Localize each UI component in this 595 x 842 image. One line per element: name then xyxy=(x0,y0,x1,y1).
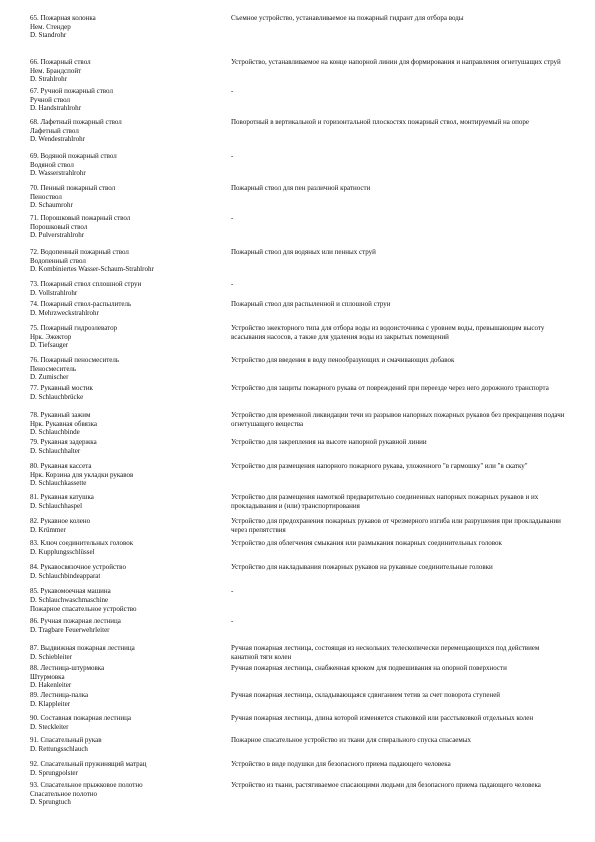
term-synonym: D. Schlauchbinde xyxy=(30,428,80,436)
term-synonym: D. Schlauchkassette xyxy=(30,479,87,487)
term-synonym: D. Schlauchbrücke xyxy=(30,392,84,401)
term-title: 87. Выдвижная пожарная лестница xyxy=(30,644,135,652)
term-synonym: Нрк. Рукавная обвязка xyxy=(30,419,98,428)
term-synonym: Нрк. Эжектор xyxy=(30,332,72,341)
entry-definition: Устройство для временной ликвидации течи из разрывов напорных пожарных рукавов без прекращения подачи огнетушащего вещества xyxy=(231,411,565,428)
entry-term xyxy=(30,58,230,84)
term-title: 88. Лестница-штурмовка xyxy=(30,664,105,672)
term-title: 78. Рукавный зажим xyxy=(30,411,91,419)
entry-definition: Устройство для закрепления на высоте напорной рукавной линии xyxy=(231,438,427,446)
term-synonym: Пеноствол xyxy=(30,192,62,201)
term-synonym: D. Pulverstrahlrohr xyxy=(30,231,85,239)
entry-definition: Устройство для накладывания пожарных рукавов на рукавные соединительные головки xyxy=(231,563,493,571)
entry-definition: Устройство из ткани, растягиваемое спасающими людьми для безопасного приема падающего человека xyxy=(231,781,541,789)
term-title: 77. Рукавный мостик xyxy=(30,384,93,392)
entry-term xyxy=(30,118,230,144)
entry-term xyxy=(30,438,230,455)
entry-term xyxy=(30,493,230,510)
entry-term xyxy=(30,605,230,614)
term-synonym: D. Vollstrahlrohr xyxy=(30,288,78,297)
term-synonym: D. Rettungsschlauch xyxy=(30,744,88,753)
entry-term xyxy=(30,539,230,556)
entry-term xyxy=(30,384,230,401)
entry-term xyxy=(30,587,230,604)
term-synonym: D. Tragbare Feuerwehrleiter xyxy=(30,625,110,634)
term-title: Пожарное спасательное устройство xyxy=(30,605,137,613)
term-synonym: D. Schiebleiter xyxy=(30,652,72,661)
term-title: 70. Пенный пожарный ствол xyxy=(30,184,116,192)
entry-term xyxy=(30,152,230,178)
term-synonym: Пеносмеситель xyxy=(30,364,77,373)
entry-definition: Устройство, устанавливаемое на конце напорной линии для формирования и направления огнетушащих струй xyxy=(231,58,561,66)
term-synonym: D. Hakenleiter xyxy=(30,681,72,689)
entry-definition: Устройство для размещения намоткой предварительно соединенных напорных пожарных рукавов и их прокладывания и (или) транспортирования xyxy=(231,493,539,510)
term-title: 73. Пожарный ствол сплошной струи xyxy=(30,280,142,288)
term-synonym: D. Zumischer xyxy=(30,373,69,381)
entry-definition: - xyxy=(231,280,234,288)
term-synonym: Водопенный ствол xyxy=(30,256,86,265)
entry-term xyxy=(30,214,230,240)
term-synonym: Порошковый ствол xyxy=(30,222,88,231)
term-title: 91. Спасательный рукав xyxy=(30,736,102,744)
entry-term xyxy=(30,714,230,731)
entry-definition: Пожарный ствол для распыленной и сплошной струи xyxy=(231,300,391,308)
entry-definition: - xyxy=(231,214,234,222)
entry-term xyxy=(30,617,230,634)
entry-term xyxy=(30,760,230,777)
term-title: 80. Рукавная кассета xyxy=(30,462,92,470)
entry-definition: Устройство для предохранения пожарных рукавов от чрезмерного изгиба или разрушения при прокладывании через препятствия xyxy=(231,517,561,534)
entry-term xyxy=(30,87,230,113)
term-synonym: D. Sprungpolster xyxy=(30,768,78,777)
term-synonym: Спасательное полотно xyxy=(30,789,98,798)
entry-term xyxy=(30,248,230,274)
entry-term xyxy=(30,563,230,580)
term-synonym: D. Schlauchhaspel xyxy=(30,501,83,510)
term-synonym: D. Schlauchwaschmaschine xyxy=(30,595,109,604)
entry-term xyxy=(30,664,230,690)
term-synonym: Ручной ствол xyxy=(30,95,70,104)
entry-term xyxy=(30,324,230,350)
entry-definition: Устройство эжекторного типа для отбора воды из водоисточника с уровнем воды, превышающим высоту всасывания насосов, а также для удаления воды из закрытых помещений xyxy=(231,324,545,341)
entry-definition: - xyxy=(231,617,234,625)
term-title: 85. Рукавомоечная машина xyxy=(30,587,111,595)
entry-term xyxy=(30,462,230,488)
term-synonym: Нем. Брандспойт xyxy=(30,66,82,75)
entry-definition: Ручная пожарная лестница, длина которой изменяется стыковкой или расстыковкой отдельных колен xyxy=(231,714,534,722)
term-title: 67. Ручной пожарный ствол xyxy=(30,87,113,95)
entry-definition: Пожарный ствол для пен различной кратности xyxy=(231,184,371,192)
entry-definition: - xyxy=(231,152,234,160)
entry-term xyxy=(30,691,230,708)
entry-definition: Ручная пожарная лестница, снабженная крюком для подвешивания на опорной поверхности xyxy=(231,664,507,672)
term-title: 69. Водяной пожарный ствол xyxy=(30,152,117,160)
entry-term xyxy=(30,184,230,210)
term-title: 92. Спасательный пружинящий матрац xyxy=(30,760,147,768)
term-title: 71. Порошковый пожарный ствол xyxy=(30,214,131,222)
term-title: 84. Рукавосвязочное устройство xyxy=(30,563,126,571)
term-synonym: Лафетный ствол xyxy=(30,126,79,135)
entry-definition: Устройство для размещения напорного пожарного рукава, уложенного "в гармошку" или "в скатку" xyxy=(231,462,528,470)
entry-definition: Устройство для введения в воду пенообразующих и смачивающих добавок xyxy=(231,356,455,364)
term-title: 83. Ключ соединительных головок xyxy=(30,539,134,547)
term-title: 74. Пожарный ствол-распылитель xyxy=(30,300,132,308)
entry-term xyxy=(30,280,230,297)
entry-definition: Пожарный ствол для водяных или пенных струй xyxy=(231,248,376,256)
term-synonym: Водяной ствол xyxy=(30,160,74,169)
term-synonym: D. Schaumrohr xyxy=(30,201,73,209)
term-title: 82. Рукавное колено xyxy=(30,517,91,525)
entry-term xyxy=(30,517,230,534)
term-title: 90. Составная пожарная лестница xyxy=(30,714,131,722)
term-title: 86. Ручная пожарная лестница xyxy=(30,617,121,625)
term-title: 68. Лафетный пожарный ствол xyxy=(30,118,122,126)
term-synonym: D. Kombiniertes Wasser-Schaum-Strahlrohr xyxy=(30,265,154,273)
entry-term xyxy=(30,736,230,753)
term-synonym: D. Standrohr xyxy=(30,31,67,39)
term-synonym: D. Krümmer xyxy=(30,525,66,534)
term-title: 89. Лестница-палка xyxy=(30,691,89,699)
term-synonym: D. Handstrahlrohr xyxy=(30,104,81,112)
entry-term xyxy=(30,411,230,437)
term-title: 81. Рукавная катушка xyxy=(30,493,94,501)
entry-term xyxy=(30,644,230,661)
term-synonym: D. Wendestrahlrohr xyxy=(30,135,85,143)
term-synonym: D. Steckleiter xyxy=(30,722,69,731)
entry-definition: - xyxy=(231,87,234,95)
entry-definition: Устройство для защиты пожарного рукава от повреждений при переезде через него дорожного транспорта xyxy=(231,384,549,392)
term-synonym: D. Schlauchhalter xyxy=(30,446,81,455)
term-synonym: D. Tiefsauger xyxy=(30,341,69,349)
entry-definition: Устройство для облегчения смыкания или размыкания пожарных соединительных головок xyxy=(231,539,502,547)
term-synonym: D. Mehrzweckstrahlrohr xyxy=(30,308,99,317)
term-synonym: D. Strahlrohr xyxy=(30,75,67,83)
term-synonym: Нем. Стендер xyxy=(30,22,71,31)
entry-definition: Съемное устройство, устанавливаемое на пожарный гидрант для отбора воды xyxy=(231,14,464,22)
entry-definition: Ручная пожарная лестница, складывающаяся сдвиганием тетив за счет поворота ступеней xyxy=(231,691,501,699)
term-title: 66. Пожарный ствол xyxy=(30,58,91,66)
term-synonym: D. Kupplungsschlüssel xyxy=(30,547,95,556)
term-synonym: D. Sprungtuch xyxy=(30,798,71,806)
term-synonym: D. Wasserstrahlrohr xyxy=(30,169,86,177)
term-synonym: Штурмовка xyxy=(30,672,65,681)
term-title: 79. Рукавная задержка xyxy=(30,438,97,446)
term-title: 75. Пожарный гидроэлеватор xyxy=(30,324,118,332)
entry-definition: Поворотный в вертикальной и горизонтальной плоскостях пожарный ствол, монтируемый на опоре xyxy=(231,118,529,126)
entry-definition: Пожарное спасательное устройство из ткани для спирального спуска спасаемых xyxy=(231,736,472,744)
term-title: 72. Водопенный пожарный ствол xyxy=(30,248,129,256)
entry-definition: - xyxy=(231,587,234,595)
term-synonym: D. Klappleiter xyxy=(30,699,71,708)
term-title: 76. Пожарный пеносмеситель xyxy=(30,356,120,364)
term-synonym: Нрк. Корзина для укладки рукавов xyxy=(30,470,134,479)
term-title: 93. Спасательное прыжковое полотно xyxy=(30,781,143,789)
entry-term xyxy=(30,356,230,382)
term-title: 65. Пожарная колонка xyxy=(30,14,96,22)
entry-term xyxy=(30,14,230,40)
entry-term xyxy=(30,300,230,317)
entry-term xyxy=(30,781,230,807)
entry-definition: Ручная пожарная лестница, состоящая из нескольких телескопически перемещающихся под действием канатной тяги колен xyxy=(231,644,540,661)
term-synonym: D. Schlauchbindeapparat xyxy=(30,571,101,580)
entry-definition: Устройство в виде подушки для безопасного приема падающего человека xyxy=(231,760,451,768)
